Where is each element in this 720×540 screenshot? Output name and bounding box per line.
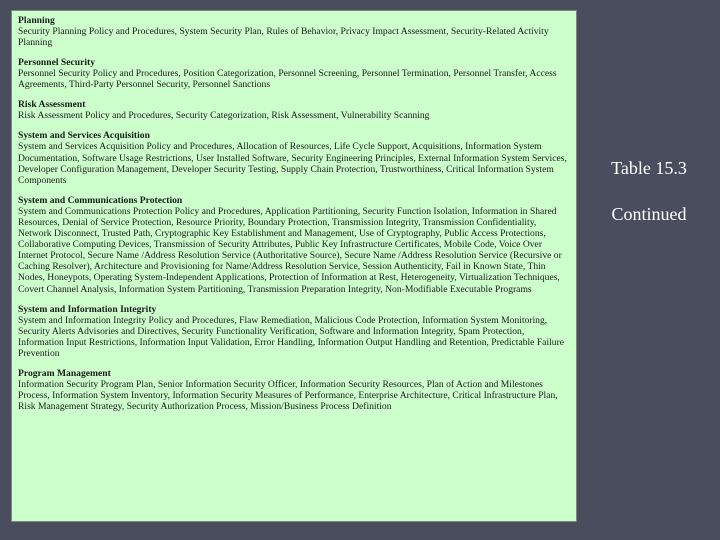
section-body: Personnel Security Policy and Procedures, Position Categorization, Personnel Screening, Personnel Termination, Personnel Transfer, Access Agreements, Third-Party Personnel Security, Personnel Sanctions — [18, 68, 557, 91]
section-risk-assessment — [18, 99, 571, 121]
section-body: Security Planning Policy and Procedures, System Security Plan, Rules of Behavior, Privacy Impact Assessment, Security-Related Activity Planning — [18, 26, 549, 49]
section-body: System and Information Integrity Policy and Procedures, Flaw Remediation, Malicious Code Protection, Information System Monitoring, Security Alerts Advisories and Directives, Security Functionality Verification, Software and Information Integrity, Spam Protection, Information Input Restrictions, Information Input Validation, Error Handling, Information Output Handling and Retention, Predictable Failure Prevention — [18, 314, 565, 359]
section-body: Risk Assessment Policy and Procedures, Security Categorization, Risk Assessment, Vulnerability Scanning — [18, 110, 430, 122]
section-title: Personnel Security — [18, 57, 96, 69]
section-title: System and Services Acquisition — [18, 130, 150, 142]
section-planning — [18, 15, 571, 48]
section-program-management — [18, 368, 571, 412]
section-system-information-integrity — [18, 304, 571, 359]
table-caption-subtitle: Continued — [611, 204, 687, 224]
section-system-services-acquisition — [18, 130, 571, 185]
table-caption-title: Table 15.3 — [611, 158, 687, 178]
section-title: Program Management — [18, 367, 111, 379]
section-title: Planning — [18, 15, 55, 26]
section-personnel-security — [18, 57, 571, 90]
section-body: System and Services Acquisition Policy and Procedures, Allocation of Resources, Life Cycle Support, Acquisitions, Information System Documentation, Software Usage Restrictions, User Installed Software, Security Engineering Principles, External Information System Services, Developer Configuration Management, Developer Security Testing, Supply Chain Protection, Trustworthiness, Critical Information System Components — [18, 141, 567, 186]
section-title: System and Information Integrity — [18, 303, 157, 315]
section-body: System and Communications Protection Policy and Procedures, Application Partitioning, Security Function Isolation, Information in Shared Resources, Denial of Service Protection, Resource Priority, Boundary Protection, Transmission Integrity, Transmission Confidentiality, Network Disconnect, Trusted Path, Cryptographic Key Establishment and Management, Use of Cryptography, Public Access Protections, Collaborative Computing Devices, Transmission of Security Attributes, Public Key Infrastructure Certificates, Mobile Code, Voice Over Internet Protocol, Secure Name /Address Resolution Service (Authoritative Source), Secure Name /Address Resolution Service (Recursive or Caching Resolver), Architecture and Provisioning for Name/Address Resolution Service, Session Authenticity, Fail in Known State, Thin Nodes, Honeypots, Operating System-Independent Applications, Protection of Information at Rest, Heterogeneity, Virtualization Techniques, Covert Channel Analysis, Information System Partitioning, Transmission Preparation Integrity, Non-Modifiable Executable Programs — [18, 205, 562, 295]
section-body: Information Security Program Plan, Senior Information Security Officer, Information Security Resources, Plan of Action and Milestones Process, Information System Inventory, Information Security Measures of Performance, Enterprise Architecture, Critical Infrastructure Plan, Risk Management Strategy, Security Authorization Process, Mission/Business Process Definition — [18, 378, 558, 413]
control-families-table — [11, 10, 577, 522]
section-system-communications-protection — [18, 195, 571, 295]
section-title: Risk Assessment — [18, 99, 86, 111]
section-title: System and Communications Protection — [18, 194, 183, 206]
